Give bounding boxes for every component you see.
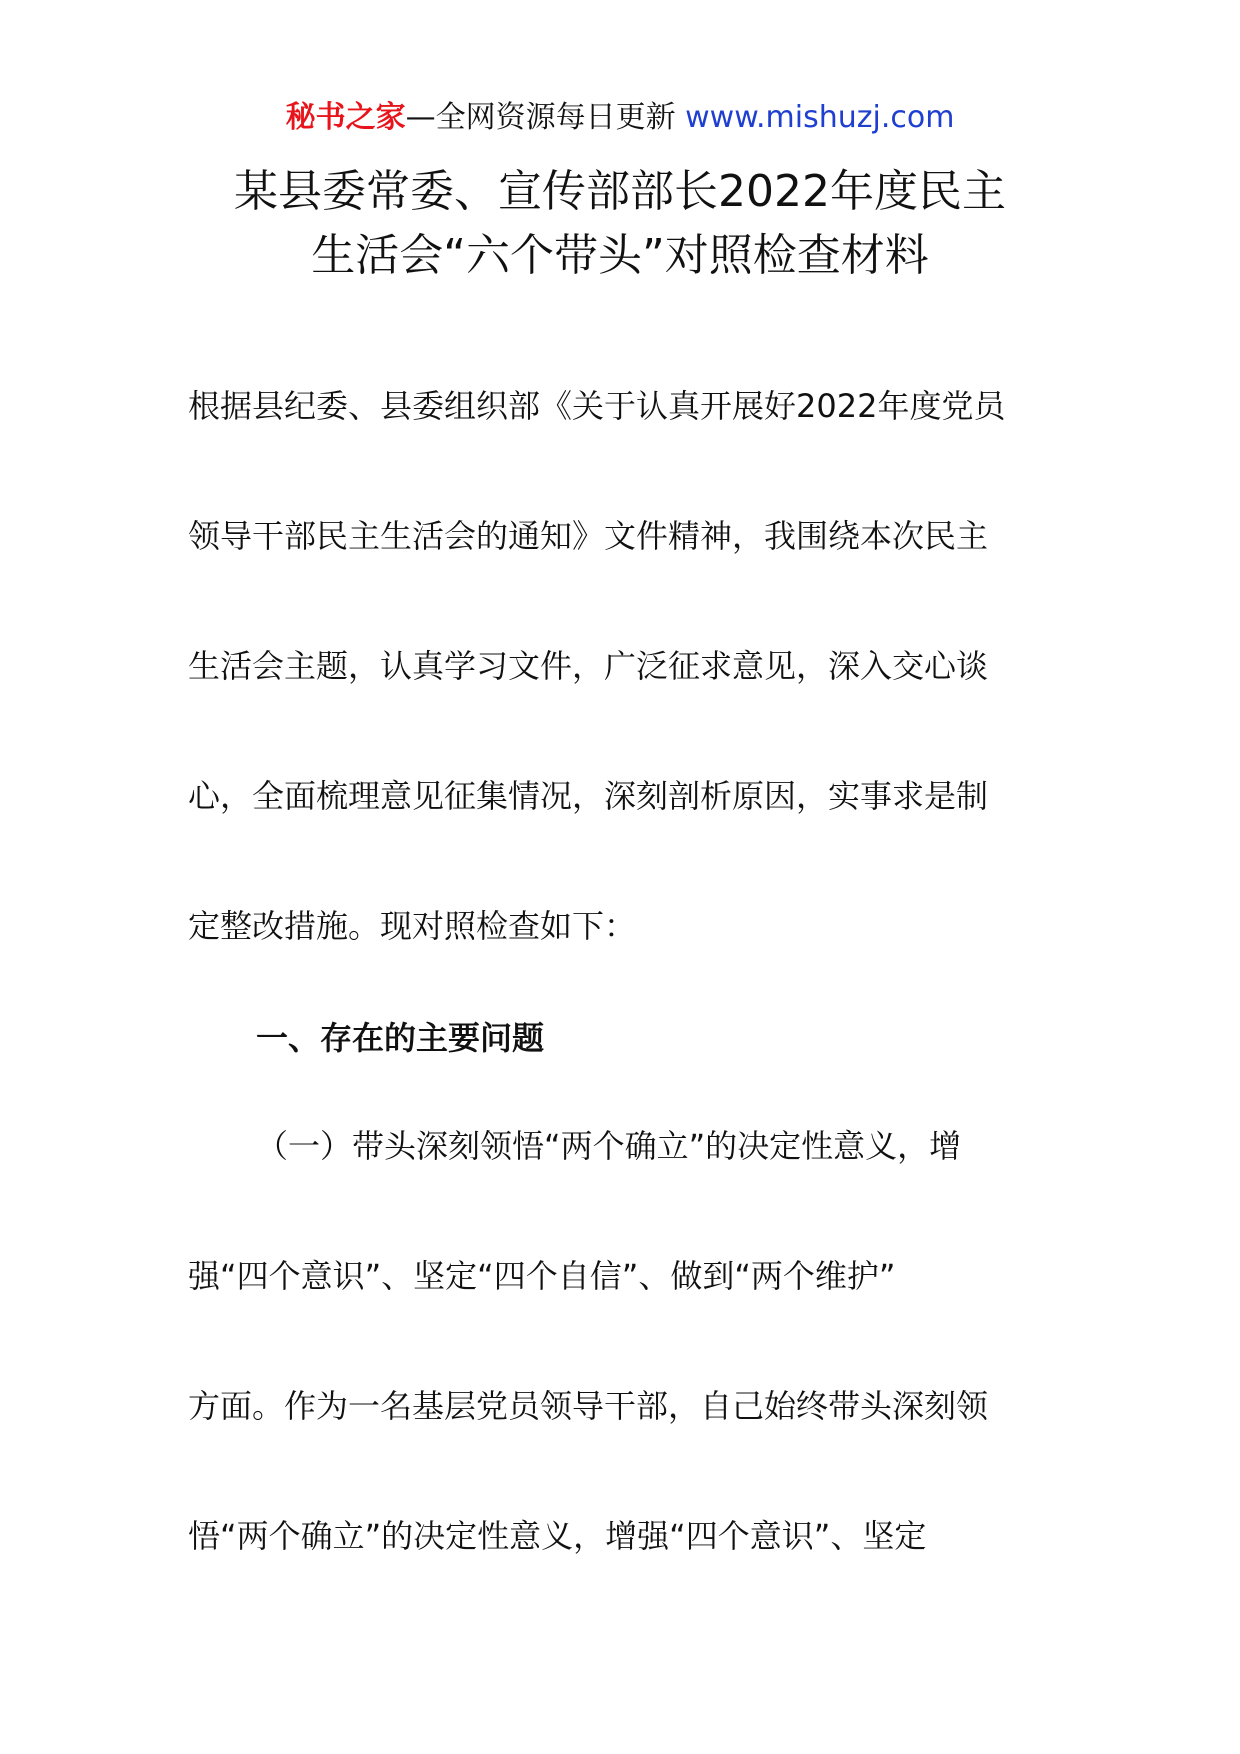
intro-line-1: 根据县纪委、县委组织部《关于认真开展好2022年度党员 bbox=[188, 387, 1006, 425]
intro-line-4: 心，全面梳理意见征集情况，深刻剖析原因，实事求是制 bbox=[188, 777, 989, 815]
section1-line-4: 悟“两个确立”的决定性意义，增强“四个意识”、坚定 bbox=[188, 1517, 927, 1555]
header-slogan: —全网资源每日更新 bbox=[405, 100, 686, 135]
document-title bbox=[0, 160, 1240, 288]
title-line-2: 生活会“六个带头”对照检查材料 bbox=[311, 230, 929, 281]
header-banner bbox=[0, 98, 1240, 138]
section-heading-problems: 一、存在的主要问题 bbox=[256, 1019, 545, 1057]
section1-line-3: 方面。作为一名基层党员领导干部，自己始终带头深刻领 bbox=[188, 1387, 989, 1425]
intro-line-3: 生活会主题，认真学习文件，广泛征求意见，深入交心谈 bbox=[188, 647, 989, 685]
site-url-link[interactable]: www.mishuzj.com bbox=[685, 100, 955, 135]
section1-line-2: 强“四个意识”、坚定“四个自信”、做到“两个维护” bbox=[188, 1257, 896, 1295]
brand-name: 秘书之家 bbox=[285, 100, 406, 135]
intro-line-2: 领导干部民主生活会的通知》文件精神，我围绕本次民主 bbox=[188, 517, 989, 555]
intro-line-5: 定整改措施。现对照检查如下： bbox=[188, 907, 637, 945]
section1-line-1: （一）带头深刻领悟“两个确立”的决定性意义，增 bbox=[256, 1127, 962, 1165]
title-line-1: 某县委常委、宣传部部长2022年度民主 bbox=[234, 166, 1006, 217]
